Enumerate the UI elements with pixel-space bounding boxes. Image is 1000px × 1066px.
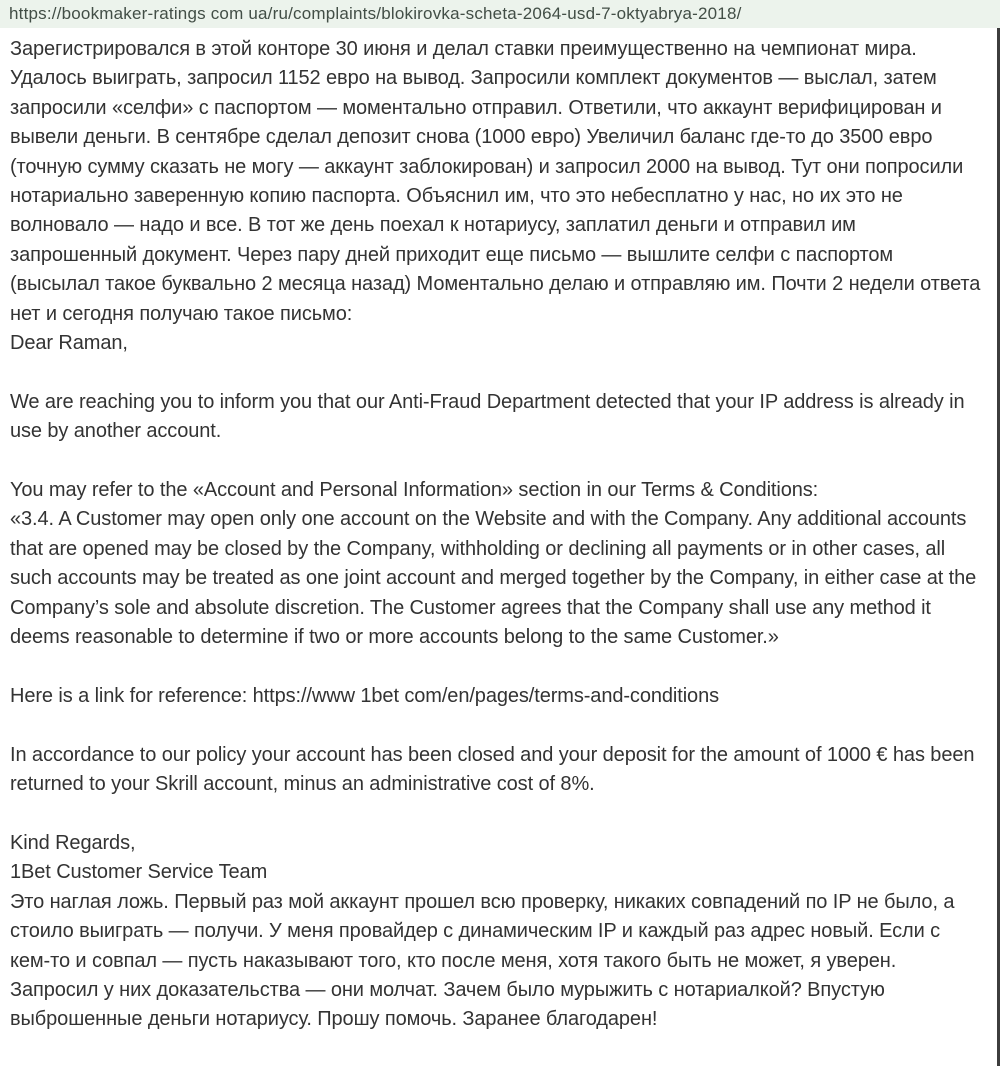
email-closure-line: In accordance to our policy your account has been closed and your deposit for the amount of 1000 € has been returned to your Skrill account, minus an administrative cost of 8%. <box>10 743 975 796</box>
email-regards: Kind Regards, <box>10 831 136 854</box>
blank-line <box>10 653 984 682</box>
email-terms-quote: «3.4. A Customer may open only one account on the Website and with the Company. Any additional accounts that are opened may be closed by the Company, withholding or declining all payments or in other cases, all such accounts may be treated as one joint account and merged together by the Company, in either case at the Company’s sole and absolute discretion. The Customer agrees that the Company shall use any method it deems reasonable to determine if two or more accounts belong to the same Customer.» <box>10 508 977 649</box>
email-link-line: Here is a link for reference: https://www 1bet com/en/pages/terms-and-conditions <box>10 684 719 707</box>
blank-line <box>10 800 984 829</box>
blank-line <box>10 358 984 387</box>
email-terms-intro: You may refer to the «Account and Personal Information» section in our Terms & Conditions: <box>10 479 819 502</box>
url-bar[interactable] <box>0 0 1000 28</box>
ru-intro-paragraph: Зарегистрировался в этой конторе 30 июня и делал ставки преимущественно на чемпионат мира. Удалось выиграть, запросил 1152 евро на вывод. Запросили комплект документов — выслал, затем запросили «селфи» с паспортом — моментально отправил. Ответили, что аккаунт верифицирован и вывели деньги. В сентябре сделал депозит снова (1000 евро) Увеличил баланс где-то до 3500 евро (точную сумму сказать не могу — аккаунт заблокирован) и запросил 2000 на вывод. Тут они попросили нотариально заверенную копию паспорта. Объяснил им, что это небесплатно у нас, но их это не волновало — надо и все. В тот же день поехал к нотариусу, заплатил деньги и отправил им запрошенный документ. Через пару дней приходит еще письмо — вышлите селфи с паспортом (высылал такое буквально 2 месяца назад) Моментально делаю и отправляю им. Почти 2 недели ответа нет и сегодня получаю такое письмо: <box>10 38 981 325</box>
page-url[interactable]: https://bookmaker-ratings com ua/ru/complaints/blokirovka-scheta-2064-usd-7-oktyabrya-2018/ <box>9 4 742 23</box>
blank-line <box>10 711 984 740</box>
blank-line <box>10 447 984 476</box>
ru-outro-paragraph: Это наглая ложь. Первый раз мой аккаунт прошел всю проверку, никаких совпадений по IP не было, а стоило выиграть — получи. У меня провайдер с динамическим IP и каждый раз адрес новый. Если с кем-то и совпал — пусть наказывают того, кто после меня, хотя такого быть не может, я уверен. Запросил у них доказательства — они молчат. Зачем было мурыжить с нотариалкой? Впустую выброшенные деньги нотариусу. Прошу помочь. Заранее благодарен! <box>10 890 955 1031</box>
email-body-1: We are reaching you to inform you that our Anti-Fraud Department detected that your IP address is already in use by another account. <box>10 390 965 443</box>
complaint-text <box>0 28 1000 1035</box>
email-salutation: Dear Raman, <box>10 332 128 355</box>
email-signature: 1Bet Customer Service Team <box>10 861 268 884</box>
